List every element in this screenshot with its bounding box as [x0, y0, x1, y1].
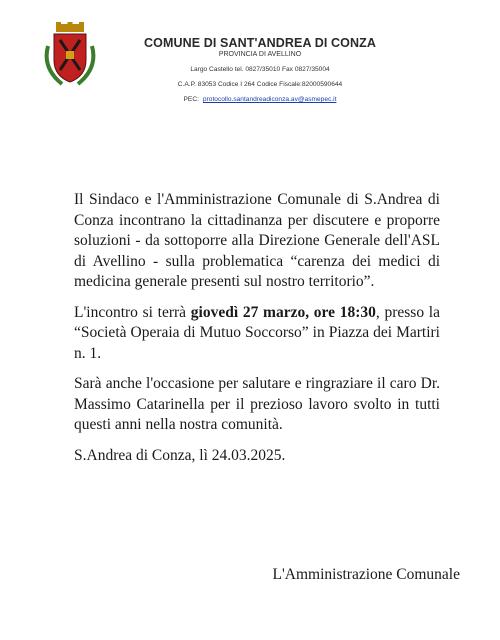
paragraph-intro: Il Sindaco e l'Amministrazione Comunale di S.Andrea di Conza incontrano la cittadinanza per discutere e proporre soluzioni - da sottoporre alla Direzione Generale dell'ASL di Avellino - sulla problematica “carenza dei medici di medicina generale presenti sul nostro territorio”.: [74, 191, 440, 290]
address-line: Largo Castello tel. 0827/35010 Fax 0827/35004: [190, 66, 330, 73]
paragraph-meeting: [74, 303, 440, 365]
paragraph-thanks: Sarà anche l'occasione per salutare e ringraziare il caro Dr. Massimo Catarinella per il prezioso lavoro svolto in tutti questi anni nella nostra comunità.: [74, 375, 440, 433]
meeting-suffix: , presso la “Società Operaia di Mutuo Soccorso” in Piazza dei Martiri n. 1.: [74, 303, 440, 362]
pec-label: PEC:: [183, 96, 199, 103]
codes-line: C.A.P. 83053 Codice I 264 Codice Fiscale:82000590644: [177, 81, 343, 88]
municipal-crest-icon: [40, 22, 100, 88]
municipality-name: COMUNE DI SANT'ANDREA DI CONZA: [144, 36, 376, 50]
announcement-body: [74, 190, 440, 466]
place-date: S.Andrea di Conza, lì 24.03.2025.: [74, 446, 286, 464]
signature: L'Amministrazione Comunale: [272, 566, 460, 583]
province-name: PROVINCIA DI AVELLINO: [218, 51, 302, 58]
meeting-prefix: L'incontro si terrà: [74, 303, 191, 321]
meeting-datetime: giovedì 27 marzo, ore 18:30: [190, 303, 376, 321]
pec-email-link[interactable]: protocollo.santandreadiconza.av@asmepec.it: [202, 96, 337, 103]
letterhead: [0, 0, 500, 150]
pec-line: [130, 96, 390, 103]
